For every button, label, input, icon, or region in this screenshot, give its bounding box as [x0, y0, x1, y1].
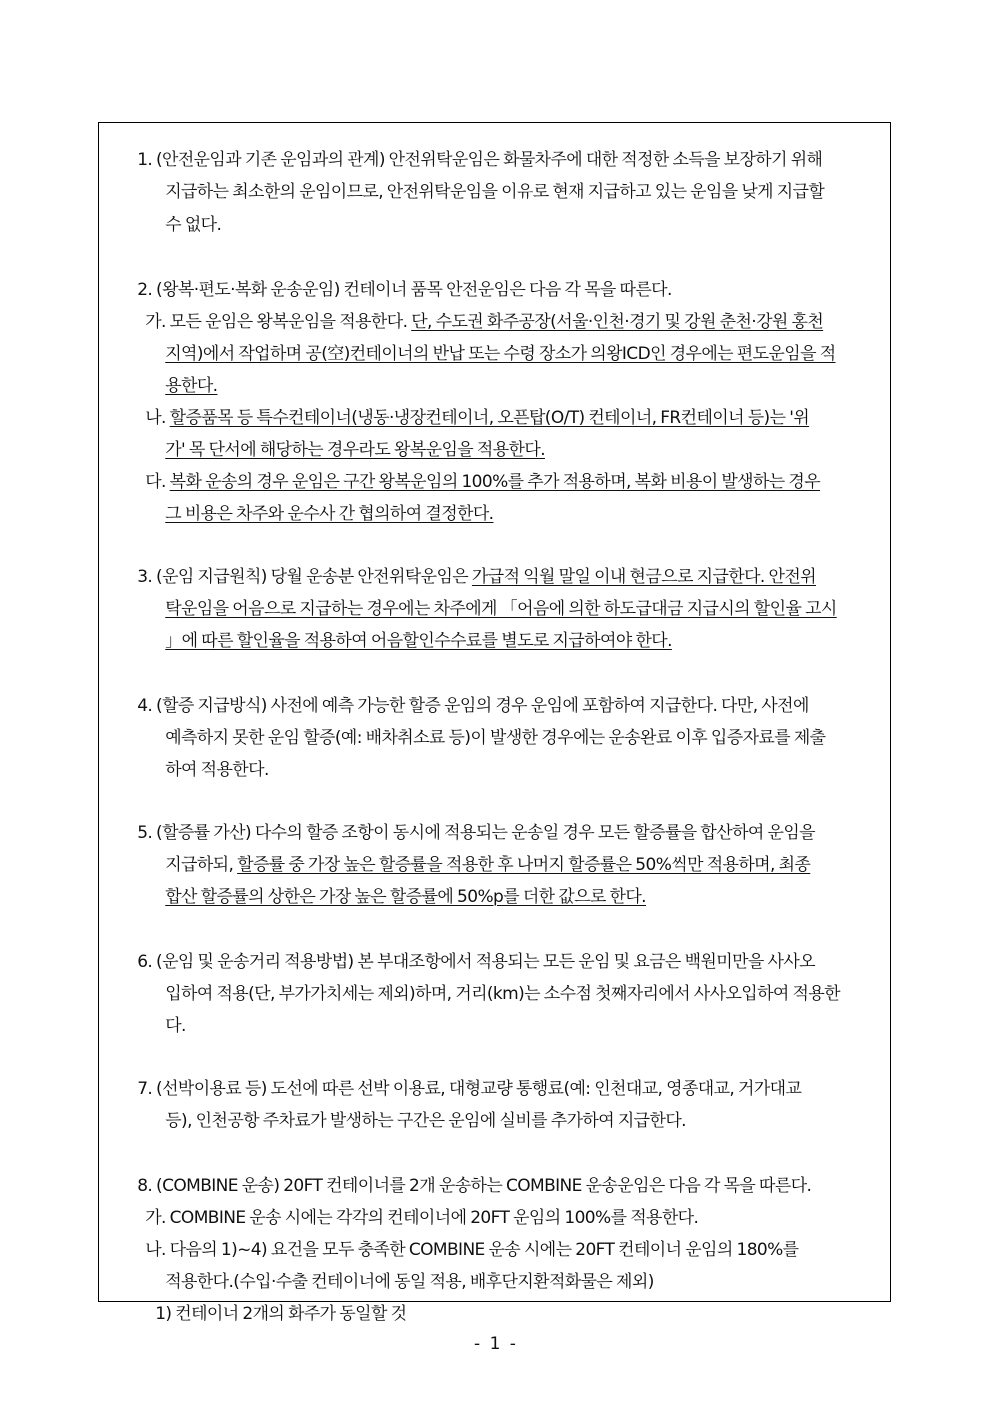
text-line — [150, 605, 672, 677]
text-line — [150, 156, 868, 228]
text-span: 1) 컨테이너 2개의 화주가 동일할 것 — [155, 1304, 407, 1324]
text-line — [150, 861, 646, 933]
text-span: 나. 다음의 1)~4) 요건을 모두 충족한 COMBINE 운송 시에는 20FT 컨테이너 운임의 180%를 — [145, 1240, 799, 1260]
text-span: 적용한다.(수입·수출 컨테이너에 동일 적용, 배후단지환적화물은 제외) — [165, 1272, 654, 1292]
text-span: 7. (선박이용료 등) 도선에 따른 선박 이용료, 대형교량 통행료(예: 인천대교, 영종대교, 거가대교 — [137, 1079, 802, 1099]
text-span: 나. — [145, 408, 170, 428]
text-span: 8. (COMBINE 운송) 20FT 컨테이너를 2개 운송하는 COMBINE 운송운임은 다음 각 목을 따른다. — [137, 1176, 812, 1196]
text-span: 하여 적용한다. — [165, 760, 269, 780]
underlined-span: 할증률 중 가장 높은 할증률을 적용한 후 나머지 할증률은 50%씩만 적용하며, 최종 — [237, 855, 811, 875]
page-number: - 1 - — [474, 1334, 518, 1354]
text-span: 5. (할증률 가산) 다수의 할증 조항이 동시에 적용되는 운송일 경우 모든 할증률을 합산하여 운임을 — [137, 823, 815, 843]
text-line — [150, 189, 221, 261]
underlined-span: 」에 따른 할인율을 적용하여 어음할인수수료를 별도로 지급하여야 한다. — [165, 631, 672, 651]
text-line — [150, 478, 493, 550]
text-line — [150, 990, 186, 1062]
underlined-span: 지역)에서 작업하며 공(空)컨테이너의 반납 또는 수령 장소가 의왕ICD인 경우에는 편도운임을 적 — [165, 344, 836, 364]
text-span: 6. (운임 및 운송거리 적용방법) 본 부대조항에서 적용되는 모든 운임 및 요금은 백원미만을 사사오 — [137, 952, 815, 972]
underlined-span: 가' 목 단서에 해당하는 경우라도 왕복운임을 적용한다. — [165, 440, 546, 460]
text-span: 예측하지 못한 운임 할증(예: 배차취소료 등)이 발생한 경우에는 운송완료 이후 입증자료를 제출 — [165, 728, 826, 748]
text-span: 1. (안전운임과 기존 운임과의 관계) 안전위탁운임은 화물차주에 대한 적정한 소득을 보장하기 위해 — [137, 150, 823, 170]
text-span: 입하여 적용(단, 부가가치세는 제외)하며, 거리(km)는 소수점 첫째자리에서 사사오입하여 적용한 — [165, 984, 841, 1004]
underlined-span: 단, 수도권 화주공장(서울·인천·경기 및 강원 춘천·강원 홍천 — [411, 312, 824, 332]
underlined-span: 가급적 익월 말일 이내 현금으로 지급한다. 안전위 — [471, 567, 816, 587]
text-span: 3. (운임 지급원칙) 당월 운송분 안전위탁운임은 — [137, 567, 472, 587]
text-span: 다. — [165, 1016, 186, 1036]
text-line — [150, 1085, 686, 1157]
text-span: 지급하되, — [165, 855, 238, 875]
underlined-span: 합산 할증률의 상한은 가장 높은 할증률에 50%p를 더한 값으로 한다. — [165, 887, 646, 907]
underlined-span: 용한다. — [165, 376, 218, 396]
underlined-span: 탁운임을 어음으로 지급하는 경우에는 차주에게 「어음에 의한 하도급대금 지급시의 할인율 고시 — [165, 599, 837, 619]
text-span: 가. COMBINE 운송 시에는 각각의 컨테이너에 20FT 운임의 100%를 적용한다. — [145, 1208, 699, 1228]
text-span: 지급하는 최소한의 운임이므로, 안전위탁운임을 이유로 현재 지급하고 있는 운임을 낮게 지급할 — [165, 182, 825, 202]
text-span: 등), 인천공항 주차료가 발생하는 구간은 운임에 실비를 추가하여 지급한다. — [165, 1111, 686, 1131]
text-span: 가. 모든 운임은 왕복운임을 적용한다. — [145, 312, 412, 332]
underlined-span: 할증품목 등 특수컨테이너(냉동·냉장컨테이너, 오픈탑(O/T) 컨테이너, FR컨테이너 등)는 '위 — [169, 408, 810, 428]
text-span: 다. — [145, 472, 170, 492]
text-span: 2. (왕복·편도·복화 운송운임) 컨테이너 품목 안전운임은 다음 각 목을 따른다. — [137, 280, 672, 300]
text-line — [150, 734, 269, 806]
text-line — [150, 958, 840, 1030]
text-line — [150, 318, 836, 390]
underlined-span: 그 비용은 차주와 운수사 간 협의하여 결정한다. — [165, 504, 494, 524]
text-span: 4. (할증 지급방식) 사전에 예측 가능한 할증 운임의 경우 운임에 포함하여 지급한다. 다만, 사전에 — [137, 696, 809, 716]
underlined-span: 복화 운송의 경우 운임은 구간 왕복운임의 100%를 추가 적용하며, 복화 비용이 발생하는 경우 — [169, 472, 821, 492]
text-span: 수 없다. — [165, 215, 222, 235]
